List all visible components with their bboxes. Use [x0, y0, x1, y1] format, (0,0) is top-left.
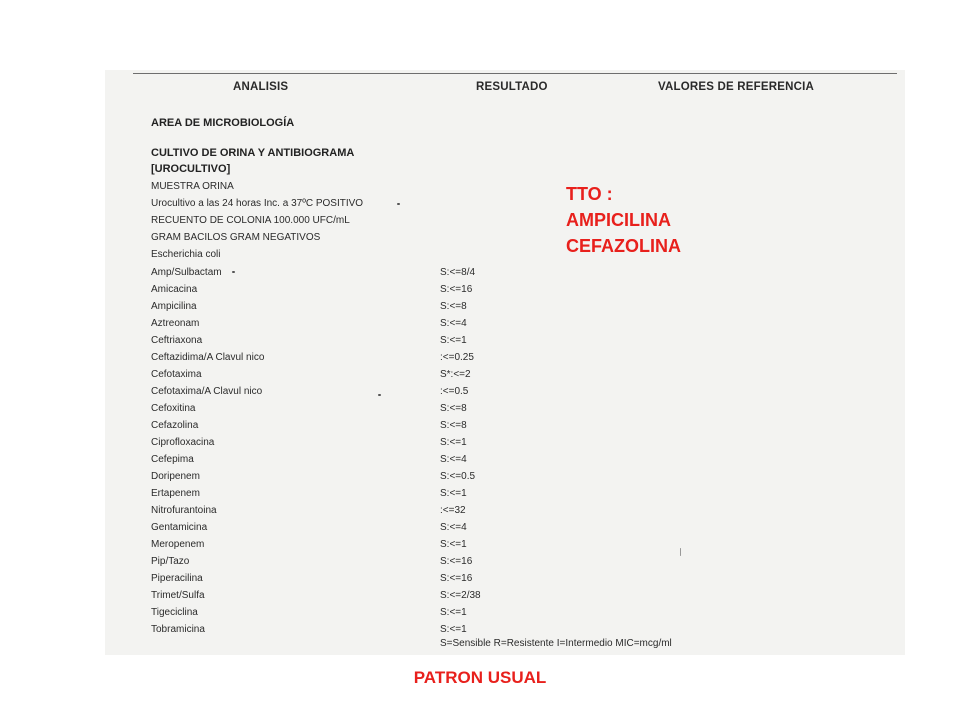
antibiotic-name: Nitrofurantoina — [151, 505, 217, 516]
test-title: CULTIVO DE ORINA Y ANTIBIOGRAMA — [151, 147, 355, 159]
culture-detail-line: MUESTRA ORINA — [151, 181, 234, 192]
culture-detail-line: Urocultivo a las 24 horas Inc. a 37ºC POSITIVO — [151, 198, 364, 209]
header-rule — [133, 73, 897, 74]
antibiotic-name: Tigeciclina — [151, 607, 198, 618]
area-title: AREA DE MICROBIOLOGÍA — [151, 117, 295, 129]
antibiotic-name: Ciprofloxacina — [151, 437, 215, 448]
antibiotic-name: Cefazolina — [151, 420, 199, 431]
antibiotic-name: Ceftazidima/A Clavul nico — [151, 352, 265, 363]
antibiotic-result: S:<=1 — [440, 607, 467, 618]
scan-speck — [378, 394, 381, 396]
header-result: RESULTADO — [476, 81, 548, 93]
culture-detail-line: RECUENTO DE COLONIA 100.000 UFC/mL — [151, 215, 350, 226]
culture-detail-line: Escherichia coli — [151, 249, 221, 260]
antibiotic-name: Cefoxitina — [151, 403, 196, 414]
antibiotic-name: Ceftriaxona — [151, 335, 203, 346]
antibiotic-name: Pip/Tazo — [151, 556, 190, 567]
antibiotic-name: Amicacina — [151, 284, 198, 295]
antibiotic-name: Doripenem — [151, 471, 200, 482]
antibiotic-name: Trimet/Sulfa — [151, 590, 205, 601]
antibiotic-result: S:<=0.5 — [440, 471, 476, 482]
antibiotic-result: S:<=8 — [440, 403, 467, 414]
header-reference: VALORES DE REFERENCIA — [658, 81, 815, 93]
antibiotic-result: :<=0.25 — [440, 352, 474, 363]
culture-detail-line: GRAM BACILOS GRAM NEGATIVOS — [151, 232, 321, 243]
antibiotic-name: Amp/Sulbactam — [151, 267, 222, 278]
antibiotic-result: :<=32 — [440, 505, 466, 516]
antibiotic-result: S:<=1 — [440, 624, 467, 635]
antibiotic-result: S:<=4 — [440, 454, 467, 465]
scan-speck — [232, 271, 235, 273]
scan-speck — [680, 548, 681, 556]
scan-speck — [397, 203, 400, 205]
antibiotic-name: Cefotaxima — [151, 369, 202, 380]
antibiotic-result: S:<=16 — [440, 573, 473, 584]
treatment-annotation — [566, 181, 681, 259]
antibiotic-result: S:<=16 — [440, 556, 473, 567]
antibiotic-result: :<=0.5 — [440, 386, 469, 397]
tto-line: CEFAZOLINA — [566, 236, 681, 256]
antibiotic-result: S:<=16 — [440, 284, 473, 295]
tto-line: AMPICILINA — [566, 210, 671, 230]
antibiotic-result: S:<=4 — [440, 318, 467, 329]
antibiotic-name: Ampicilina — [151, 301, 197, 312]
legend: S=Sensible R=Resistente I=Intermedio MIC=mcg/ml — [440, 638, 672, 649]
antibiotic-result: S:<=1 — [440, 539, 467, 550]
antibiotic-name: Aztreonam — [151, 318, 200, 329]
antibiotic-name: Meropenem — [151, 539, 205, 550]
antibiotic-result: S:<=1 — [440, 437, 467, 448]
tto-line: TTO : — [566, 184, 613, 204]
antibiotic-result: S:<=8/4 — [440, 267, 476, 278]
antibiotic-result: S:<=2/38 — [440, 590, 481, 601]
antibiotic-name: Cefotaxima/A Clavul nico — [151, 386, 263, 397]
antibiotic-name: Cefepima — [151, 454, 194, 465]
antibiotic-result: S:<=1 — [440, 488, 467, 499]
antibiotic-result: S*:<=2 — [440, 369, 471, 380]
antibiotic-name: Tobramicina — [151, 624, 205, 635]
scanned-lab-report — [105, 70, 905, 655]
antibiotic-name: Ertapenem — [151, 488, 200, 499]
antibiotic-name: Gentamicina — [151, 522, 208, 533]
antibiotic-name: Piperacilina — [151, 573, 203, 584]
antibiotic-result: S:<=8 — [440, 301, 467, 312]
antibiotic-result: S:<=8 — [440, 420, 467, 431]
header-analysis: ANALISIS — [233, 81, 289, 93]
antibiotic-result: S:<=4 — [440, 522, 467, 533]
antibiotic-result: S:<=1 — [440, 335, 467, 346]
test-subtitle: [UROCULTIVO] — [151, 163, 231, 175]
footer-label: PATRON USUAL — [413, 668, 547, 687]
